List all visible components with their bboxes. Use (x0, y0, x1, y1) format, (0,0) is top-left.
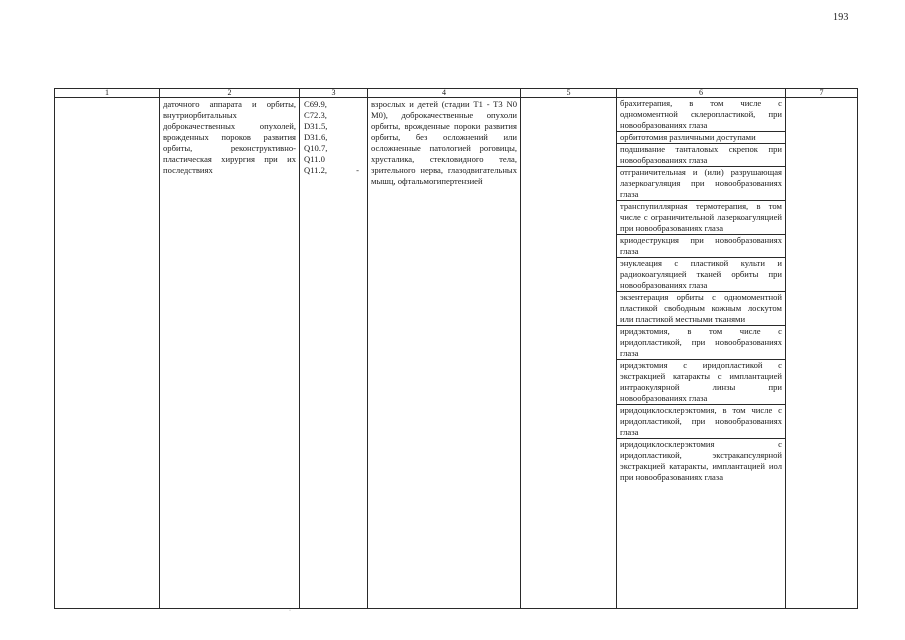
code-item: D31.5, (304, 121, 328, 131)
treatment-method: экзентерация орбиты с одномоментной пластикой свободным кожным лоскутом или пластикой местными тканями (617, 292, 785, 326)
code-item: Q10.7, (304, 143, 328, 153)
treatment-method: подшивание танталовых скрепок при новообразованиях глаза (617, 144, 785, 167)
code-item: Q11.0 (304, 154, 325, 164)
treatment-method: энуклеация с пластикой культи и радиокоагуляцией тканей орбиты при новообразованиях глаза (617, 258, 785, 292)
treatment-method: иридэктомия, в том числе с иридопластикой, при новообразованиях глаза (617, 326, 785, 360)
column-header-7: 7 (786, 89, 858, 98)
page-number: 193 (833, 12, 849, 23)
medical-procedures-table (54, 88, 858, 609)
treatment-method: транспупиллярная термотерапия, в том числе с ограничительной лазеркоагуляцией при новообразованиях глаза (617, 201, 785, 235)
treatment-method: иридоциклосклерэктомия с иридопластикой, экстракапсулярной экстракцией катаракты, имплантацией иол при новообразованиях глаза (620, 439, 782, 482)
treatment-method: брахитерапия, в том числе с одномоментной склеропластикой, при новообразованиях глаза (617, 98, 785, 132)
column-header-4: 4 (368, 89, 521, 98)
dash-mark: - (356, 165, 359, 175)
treatment-method: орбитотомия различными доступами (617, 132, 785, 144)
code-item: D31.6, (304, 132, 328, 142)
footer-mark: · (289, 608, 291, 614)
column-header-3: 3 (300, 89, 368, 98)
column-header-6: 6 (617, 89, 786, 98)
cell-col4 (368, 98, 521, 609)
treatment-method: отграничительная и (или) разрушающая лазеркоагуляция при новообразованиях глаза (617, 167, 785, 201)
cell-col3 (300, 98, 368, 609)
code-item: C69.9, (304, 99, 327, 109)
condition-description: даточного аппарата и орбиты, внутриорбитальных доброкачественных опухолей, врожденных пороков развития орбиты, реконструктивно-пластическая хирургия при их последствиях (163, 99, 296, 175)
treatment-method: иридэктомия с иридопластикой с экстракцией катаракты с имплантацией интраокулярной линзы при новообразованиях глаза (617, 360, 785, 405)
table-header-row (55, 89, 858, 98)
cell-col5 (521, 98, 617, 609)
code-item: C72.3, (304, 110, 327, 120)
diagnosis-codes (300, 98, 367, 176)
column-header-1: 1 (55, 89, 160, 98)
code-item: Q11.2, (304, 165, 328, 175)
cell-col1 (55, 98, 160, 609)
treatment-method: криодеструкция при новообразованиях глаза (617, 235, 785, 258)
treatment-method: иридоциклосклерэктомия, в том числе с иридопластикой, при новообразованиях глаза (617, 405, 785, 439)
table-row (55, 98, 858, 609)
column-header-2: 2 (160, 89, 300, 98)
patient-model: взрослых и детей (стадии T1 - T3 N0 M0), доброкачественные опухоли орбиты, врожденные пороки развития орбиты, без осложнений или осложненные патологией роговицы, хрусталика, стекловидного тела, зрительного нерва, глазодвигательных мышц, офтальмогипертензией (371, 99, 517, 186)
cell-col2 (160, 98, 300, 609)
column-header-5: 5 (521, 89, 617, 98)
treatment-methods-list (617, 98, 785, 483)
cell-col7 (786, 98, 858, 609)
cell-col6 (617, 98, 786, 609)
